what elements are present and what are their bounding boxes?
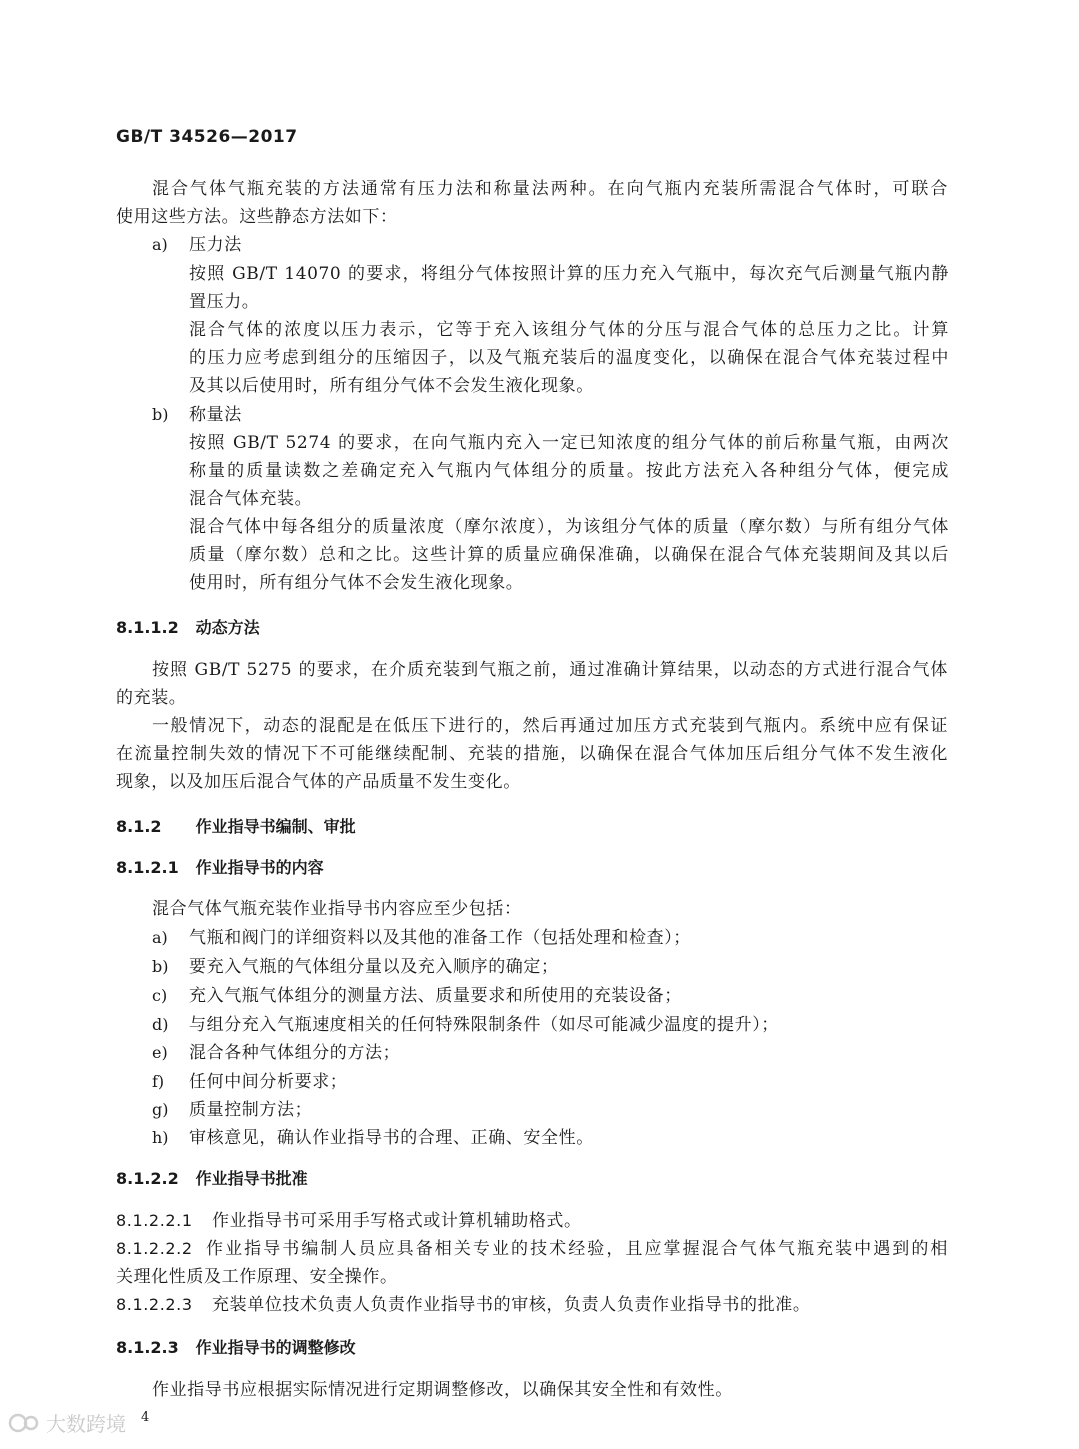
watermark [8, 1408, 126, 1437]
intro-line-1: 混合气体气瓶充装的方法通常有压力法和称量法两种。在向气瓶内充装所需混合气体时，可联合 [152, 179, 948, 199]
clause-number: 8.1.2.2.3 [116, 1295, 193, 1314]
method-a-p2-line3: 及其以后使用时，所有组分气体不会发生液化现象。 [189, 376, 594, 396]
watermark-logo-icon [8, 1410, 42, 1436]
list-marker: a) [152, 928, 168, 947]
method-a-title: 压力法 [189, 235, 242, 255]
watermark-text: 大数跨境 [46, 1412, 126, 1436]
method-b-p2-line3: 使用时，所有组分气体不会发生液化现象。 [189, 573, 524, 593]
method-a-p2-line1: 混合气体的浓度以压力表示，它等于充入该组分气体的分压与混合气体的总压力之比。计算 [189, 320, 949, 340]
method-a-p1-line1: 按照 GB/T 14070 的要求，将组分气体按照计算的压力充入气瓶中，每次充气后测量气瓶内静 [189, 264, 949, 284]
clause-8122-1 [116, 1210, 582, 1232]
standard-header: GB/T 34526—2017 [116, 127, 298, 147]
s8121-intro: 混合气体气瓶充装作业指导书内容应至少包括： [152, 899, 522, 919]
clause-number: 8.1.2.2.2 [116, 1239, 193, 1258]
section-number: 8.1.2.1 [116, 858, 179, 877]
clause-text: 充装单位技术负责人负责作业指导书的审核，负责人负责作业指导书的批准。 [212, 1295, 811, 1315]
list-marker: h) [152, 1128, 169, 1147]
section-title: 作业指导书的内容 [195, 858, 324, 877]
s8112-p2-line2: 在流量控制失效的情况下不可能继续配制、充装的措施，以确保在混合气体加压后组分气体不发生液化 [116, 744, 948, 764]
list-item: 混合各种气体组分的方法； [189, 1043, 401, 1063]
list-marker: e) [152, 1043, 168, 1062]
list-item: 充入气瓶气体组分的测量方法、质量要求和所使用的充装设备； [189, 986, 682, 1006]
section-number: 8.1.2 [116, 817, 162, 836]
method-b-p1-line3: 混合气体充装。 [189, 489, 313, 509]
section-title: 作业指导书批准 [195, 1169, 308, 1188]
list-marker: f) [152, 1072, 165, 1091]
method-b-p2-line1: 混合气体中每各组分的质量浓度（摩尔浓度），为该组分气体的质量（摩尔数）与所有组分气体 [189, 517, 949, 537]
list-marker: b) [152, 957, 169, 976]
method-b-p2-line2: 质量（摩尔数）总和之比。这些计算的质量应确保准确，以确保在混合气体充装期间及其以后 [189, 545, 949, 565]
s8112-p1-line2: 的充装。 [116, 688, 187, 708]
section-title: 作业指导书的调整修改 [195, 1338, 356, 1357]
clause-number: 8.1.2.2.1 [116, 1211, 193, 1230]
list-item: 任何中间分析要求； [189, 1072, 348, 1092]
section-number: 8.1.2.2 [116, 1169, 179, 1188]
section-8122-heading [116, 1168, 308, 1190]
method-b-title: 称量法 [189, 405, 242, 425]
section-8112-heading [116, 617, 260, 639]
list-marker: g) [152, 1100, 169, 1119]
page-number: 4 [141, 1410, 150, 1425]
list-marker-b: b) [152, 405, 169, 424]
section-8121-heading [116, 857, 324, 879]
list-marker: c) [152, 986, 168, 1005]
clause-text: 作业指导书可采用手写格式或计算机辅助格式。 [212, 1211, 582, 1231]
list-item: 审核意见，确认作业指导书的合理、正确、安全性。 [189, 1128, 594, 1148]
clause-text: 作业指导书编制人员应具备相关专业的技术经验，且应掌握混合气体气瓶充装中遇到的相 [206, 1239, 948, 1259]
section-number: 8.1.2.3 [116, 1338, 179, 1357]
method-b-p1-line2: 称量的质量读数之差确定充入气瓶内气体组分的质量。按此方法充入各种组分气体，便完成 [189, 461, 949, 481]
section-title: 作业指导书编制、审批 [195, 817, 356, 836]
section-8123-heading [116, 1337, 356, 1359]
s8112-p1-line1: 按照 GB/T 5275 的要求，在介质充装到气瓶之前，通过准确计算结果，以动态的方式进行混合气体 [152, 660, 948, 680]
clause-8122-3 [116, 1294, 810, 1316]
clause-8122-2 [116, 1238, 948, 1260]
intro-line-2: 使用这些方法。这些静态方法如下： [116, 207, 398, 227]
method-a-p1-line2: 置压力。 [189, 292, 260, 312]
clause-8122-2-cont: 关理化性质及工作原理、安全操作。 [116, 1267, 398, 1287]
list-marker: d) [152, 1015, 169, 1034]
s8123-paragraph: 作业指导书应根据实际情况进行定期调整修改，以确保其安全性和有效性。 [152, 1380, 733, 1400]
list-item: 与组分充入气瓶速度相关的任何特殊限制条件（如尽可能减少温度的提升）； [189, 1015, 779, 1035]
method-b-p1-line1: 按照 GB/T 5274 的要求，在向气瓶内充入一定已知浓度的组分气体的前后称量气瓶，由两次 [189, 433, 949, 453]
s8112-p2-line3: 现象，以及加压后混合气体的产品质量不发生变化。 [116, 772, 521, 792]
section-number: 8.1.1.2 [116, 618, 179, 637]
list-item: 要充入气瓶的气体组分量以及充入顺序的确定； [189, 957, 559, 977]
method-a-p2-line2: 的压力应考虑到组分的压缩因子，以及气瓶充装后的温度变化，以确保在混合气体充装过程中 [189, 348, 949, 368]
list-marker-a: a) [152, 235, 168, 254]
list-item: 质量控制方法； [189, 1100, 313, 1120]
section-title: 动态方法 [195, 618, 260, 637]
list-item: 气瓶和阀门的详细资料以及其他的准备工作（包括处理和检查）； [189, 928, 691, 948]
s8112-p2-line1: 一般情况下，动态的混配是在低压下进行的，然后再通过加压方式充装到气瓶内。系统中应有保证 [152, 716, 948, 736]
section-812-heading [116, 816, 356, 838]
